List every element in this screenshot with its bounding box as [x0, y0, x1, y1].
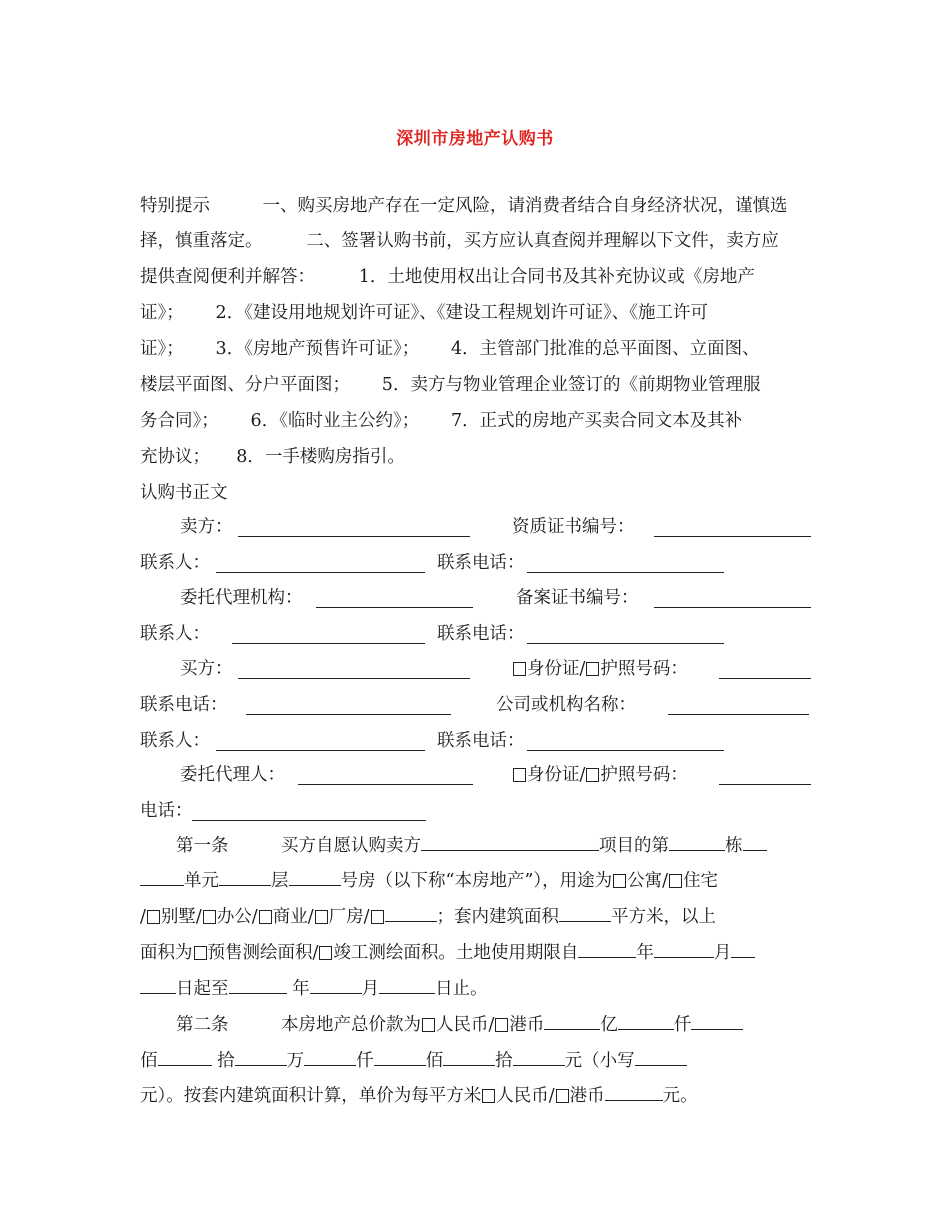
notice-line: 务合同》； 6．《临时业主公约》； 7．正式的房地产买卖合同文本及其补 [140, 411, 743, 431]
price-bai2-field[interactable] [443, 1048, 495, 1066]
price-yi-field[interactable] [544, 1012, 600, 1030]
agent-id-row [512, 764, 688, 786]
id-card-label: 身份证/ [527, 659, 586, 679]
record-no-field[interactable] [654, 590, 811, 608]
agent-label: 委托代理人： [180, 765, 285, 785]
notice-line: 特别提示 一、购买房地产存在一定风险，请消费者结合自身经济状况，谨慎选 [140, 196, 788, 216]
seller-field[interactable] [238, 519, 470, 537]
passport-checkbox[interactable] [586, 768, 599, 782]
notice-line: 择，慎重落定。 二、签署认购书前，买方应认真查阅并理解以下文件，卖方应 [140, 231, 779, 251]
start-year-field[interactable] [578, 940, 636, 958]
notice-line: 证》； 2．《建设用地规划许可证》、《建设工程规划许可证》、《施工许可 [140, 303, 708, 323]
floor-field[interactable] [219, 868, 271, 886]
unit-field[interactable] [140, 868, 184, 886]
notice-line: 证》； 3．《房地产预售许可证》； 4．主管部门批准的总平面图、立面图、 [140, 339, 760, 359]
start-day-field[interactable] [140, 976, 176, 994]
notice-line: 楼层平面图、分户平面图； 5．卖方与物业管理企业签订的《前期物业管理服 [140, 375, 761, 395]
agent-tel-label: 电话： [140, 801, 193, 821]
passport-label: 护照号码： [600, 765, 688, 785]
article1-line: 第一条 买方自愿认购卖方 项目的第 栋 [176, 833, 767, 857]
buyer-contact-label: 联系人： [140, 731, 210, 751]
buyer-contact-phone-label: 联系电话： [437, 731, 525, 751]
agent-tel-field[interactable] [192, 803, 426, 821]
record-no-label: 备案证书编号： [516, 588, 639, 608]
id-card-checkbox[interactable] [513, 662, 526, 676]
presale-area-checkbox[interactable] [194, 946, 207, 960]
article2-line: 第二条 本房地产总价款为 人民币/ 港币 亿 仟 [176, 1012, 743, 1036]
buyer-contact-field[interactable] [216, 733, 425, 751]
other-use-field[interactable] [385, 904, 437, 922]
agency-contact-label: 联系人： [140, 624, 210, 644]
company-label: 公司或机构名称： [496, 695, 636, 715]
agent-field[interactable] [298, 767, 473, 785]
price-qian-field[interactable] [618, 1012, 674, 1030]
seller-contact-label: 联系人： [140, 553, 210, 573]
article1-line: 单元 层 号房（以下称“本房地产”），用途为 公寓/ 住宅 [140, 868, 718, 892]
factory-checkbox[interactable] [315, 910, 328, 924]
price-wan-field[interactable] [304, 1048, 356, 1066]
notice-line: 充协议； 8．一手楼购房指引。 [140, 447, 405, 467]
villa-checkbox[interactable] [147, 910, 160, 924]
other-use-checkbox[interactable] [371, 910, 384, 924]
end-month-field[interactable] [310, 976, 362, 994]
unit-hkd-checkbox[interactable] [556, 1089, 569, 1103]
article1-line: / 别墅/ 办公/ 商业/ 厂房/ ；套内建筑面积 平方米，以上 [140, 904, 716, 928]
seller-contact-field[interactable] [216, 555, 425, 573]
price-qian2-field[interactable] [374, 1048, 426, 1066]
agent-id-field[interactable] [719, 767, 811, 785]
price-bai-field-start[interactable] [691, 1012, 743, 1030]
buyer-id-field[interactable] [719, 661, 811, 679]
project-field[interactable] [421, 833, 599, 851]
start-month-field[interactable] [654, 940, 714, 958]
buyer-phone-label: 联系电话： [140, 695, 228, 715]
apartment-checkbox[interactable] [613, 874, 626, 888]
seller-phone-field[interactable] [527, 555, 724, 573]
passport-checkbox[interactable] [586, 662, 599, 676]
company-field[interactable] [668, 697, 809, 715]
unit-price-field[interactable] [605, 1083, 663, 1101]
article2-line: 元）。按套内建筑面积计算，单价为每平方米 人民币/ 港币 元。 [140, 1083, 698, 1107]
agency-field[interactable] [316, 590, 473, 608]
buyer-phone-field[interactable] [246, 697, 451, 715]
article1-line: 面积为 预售测绘面积/ 竣工测绘面积。土地使用期限自 年 月 [140, 940, 755, 964]
buyer-contact-phone-field[interactable] [527, 733, 724, 751]
room-field[interactable] [289, 868, 341, 886]
seller-label: 卖方： [180, 517, 233, 537]
id-card-label: 身份证/ [527, 765, 586, 785]
agency-phone-label: 联系电话： [437, 624, 525, 644]
rmb-checkbox[interactable] [422, 1018, 435, 1032]
building-field[interactable] [669, 833, 725, 851]
residence-checkbox[interactable] [669, 874, 682, 888]
agency-label: 委托代理机构： [180, 588, 303, 608]
office-checkbox[interactable] [203, 910, 216, 924]
hkd-checkbox[interactable] [495, 1018, 508, 1032]
price-bai-field[interactable] [158, 1048, 212, 1066]
start-day-field-start[interactable] [731, 940, 755, 958]
id-card-checkbox[interactable] [513, 768, 526, 782]
article1-line: 日起至 年 月 日止。 [140, 976, 488, 1000]
unit-field-start[interactable] [743, 833, 767, 851]
buyer-field[interactable] [238, 661, 470, 679]
commercial-checkbox[interactable] [259, 910, 272, 924]
price-shi-field[interactable] [235, 1048, 287, 1066]
buyer-label: 买方： [180, 659, 233, 679]
body-heading: 认购书正文 [140, 483, 228, 503]
article2-line: 佰 拾 万 仟 佰 拾 元（小写 [140, 1048, 687, 1072]
document-title: 深圳市房地产认购书 [396, 129, 554, 149]
seller-phone-label: 联系电话： [437, 553, 525, 573]
agency-phone-field[interactable] [527, 626, 724, 644]
cert-no-label: 资质证书编号： [512, 517, 635, 537]
price-yuan-field[interactable] [513, 1048, 565, 1066]
end-year-field[interactable] [229, 976, 287, 994]
area-field[interactable] [559, 904, 611, 922]
end-day-field[interactable] [379, 976, 435, 994]
agency-contact-field[interactable] [232, 626, 425, 644]
price-numeric-field[interactable] [635, 1048, 687, 1066]
buyer-id-row [512, 658, 688, 680]
unit-rmb-checkbox[interactable] [482, 1089, 495, 1103]
notice-line: 提供查阅便利并解答： 1．土地使用权出让合同书及其补充协议或《房地产 [140, 267, 755, 287]
cert-no-field[interactable] [654, 519, 811, 537]
passport-label: 护照号码： [600, 659, 688, 679]
completion-area-checkbox[interactable] [319, 946, 332, 960]
